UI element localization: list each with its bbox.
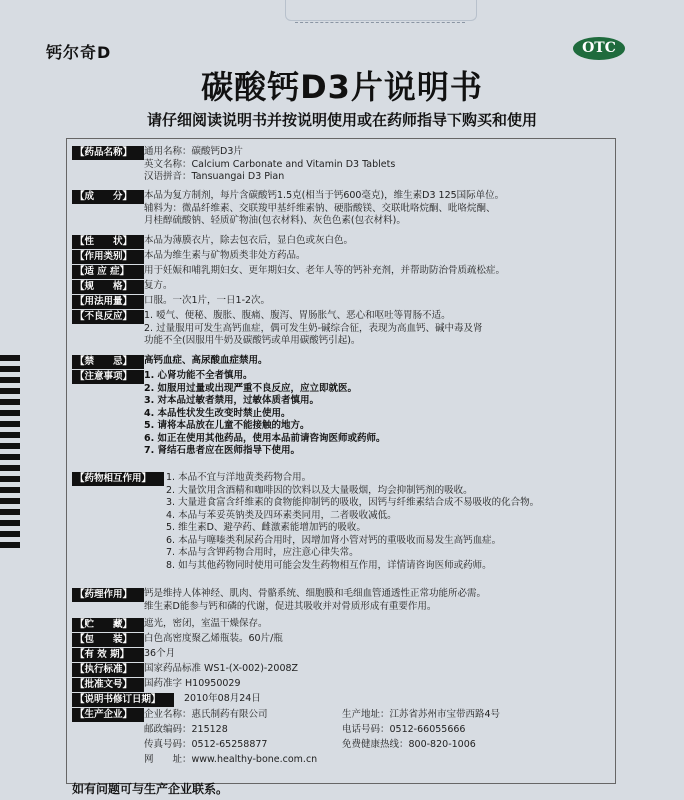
section-label: 【规 格】 <box>72 280 144 294</box>
section-label: 【说明书修订日期】 <box>72 693 174 707</box>
section-label: 【药品名称】 <box>72 146 144 160</box>
section-label: 【禁 忌】 <box>72 355 144 369</box>
enterprise-address: 生产地址：江苏省苏州市宝带西路4号 <box>342 709 501 720</box>
otc-badge: OTC <box>573 37 625 60</box>
section-spec <box>72 280 606 294</box>
section-label: 【批准文号】 <box>72 678 144 692</box>
section-label: 【药理作用】 <box>72 588 144 602</box>
section-label: 【不良反应】 <box>72 310 144 324</box>
section-label: 【适 应 症】 <box>72 265 144 279</box>
tear-line <box>295 0 465 23</box>
section-indications <box>72 265 606 279</box>
enterprise-postcode: 邮政编码：215128 <box>144 724 228 735</box>
section-value: 国家药品标准 WS1-(X-002)-2008Z <box>144 663 299 674</box>
section-label: 【成 分】 <box>72 190 144 204</box>
section-contraindications <box>72 355 606 369</box>
section-precautions <box>72 370 606 470</box>
section-storage <box>72 618 606 632</box>
section-value: 高钙血症、高尿酸血症禁用。 <box>144 355 268 366</box>
section-value: 钙是维持人体神经、肌肉、骨骼系统、细胞膜和毛细血管通透性正常功能所必需。 维生素D能参与钙和磷的代谢，促进其吸收并对骨质形成有重要作用。 <box>144 588 487 612</box>
section-label: 【贮 藏】 <box>72 618 144 632</box>
enterprise-fax: 传真号码：0512-65258877 <box>144 739 268 750</box>
section-value: 36个月 <box>144 648 176 659</box>
section-label: 【药物相互作用】 <box>72 472 164 486</box>
section-interactions <box>72 472 606 584</box>
section-label: 【性 状】 <box>72 235 144 249</box>
enterprise-phone: 电话号码：0512-66055666 <box>342 724 466 735</box>
section-pharmacology <box>72 588 606 616</box>
section-value: 1. 嗳气、便秘、腹胀、腹痛、腹泻、胃肠胀气、恶心和呕吐等胃肠不适。 2. 过量服用可发生高钙血症，偶可发生奶-碱综合征，表现为高血钙、碱中毒及肾 功能不全(因服用牛奶及碳酸钙或单用碳酸钙引起)。 <box>144 310 483 346</box>
section-dosage <box>72 295 606 309</box>
section-adverse-reactions <box>72 310 606 352</box>
page-subtitle: 请仔细阅读说明书并按说明使用或在药师指导下购买和使用 <box>146 111 537 129</box>
section-value: 1. 心肾功能不全者慎用。 2. 如服用过量或出现严重不良反应，应立即就医。 3. 对本品过敏者禁用，过敏体质者慎用。 4. 本品性状发生改变时禁止使用。 5. 请将本品放在儿童不能接触的地方。 6. 如正在使用其他药品，使用本品前请咨询医师或药师。 7. 肾结石患者应在医师指导下使用。 <box>144 370 386 456</box>
section-label: 【生产企业】 <box>72 708 144 722</box>
section-label: 【注意事项】 <box>72 370 144 384</box>
section-value: 通用名称：碳酸钙D3片 英文名称：Calcium Carbonate and Vitamin D3 Tablets 汉语拼音：Tansuangai D3 Pian <box>144 146 396 182</box>
section-revision-date <box>72 693 606 707</box>
section-value: 本品为薄膜衣片，除去包衣后，显白色或灰白色。 <box>144 235 354 246</box>
section-category <box>72 250 606 264</box>
enterprise-name: 企业名称：惠氏制药有限公司 <box>144 709 268 720</box>
section-ingredients <box>72 190 606 232</box>
section-appearance <box>72 235 606 249</box>
section-value: 遮光，密闭，室温干燥保存。 <box>144 618 268 629</box>
section-standard <box>72 663 606 677</box>
section-label: 【有 效 期】 <box>72 648 144 662</box>
footer-note: 如有问题可与生产企业联系。 <box>72 782 229 796</box>
section-value: 1. 本品不宜与洋地黄类药物合用。 2. 大量饮用含酒精和咖啡因的饮料以及大量吸烟，均会抑制钙剂的吸收。 3. 大量进食富含纤维素的食物能抑制钙的吸收，因钙与纤维素结合成不易吸收的化合物。 4. 本品与苯妥英钠类及四环素类同用，二者吸收减低。 5. 维生素D、避孕药、雌激素能增加钙的吸收。 6. 本品与噻嗪类利尿药合用时，因增加肾小管对钙的重吸收而易发生高钙血症。 7. 本品与含钾药物合用时，应注意心律失常。 8. 如与其他药物同时使用可能会发生药物相互作用，详情请咨询医师或药师。 <box>166 472 540 571</box>
enterprise-hotline: 免费健康热线：800-820-1006 <box>342 739 476 750</box>
section-label: 【作用类别】 <box>72 250 144 264</box>
section-label: 【包 装】 <box>72 633 144 647</box>
section-value: 口服。一次1片，一日1-2次。 <box>144 295 271 306</box>
section-drug-name <box>72 146 606 188</box>
section-value: 本品为维生素与矿物质类非处方药品。 <box>144 250 306 261</box>
enterprise-website: 网 址：www.healthy-bone.com.cn <box>144 754 318 765</box>
page-title: 碳酸钙D3片说明书 <box>201 68 483 106</box>
section-approval-number <box>72 678 606 692</box>
section-value: 本品为复方制剂，每片含碳酸钙1.5克(相当于钙600毫克)，维生素D3 125国际单位。 辅料为：微晶纤维素、交联羧甲基纤维素钠、硬脂酸镁、交联吡咯烷酮、吡咯烷酮、 月桂醇硫酸钠、轻质矿物油(包衣材料)、灰色色素(包衣材料)。 <box>144 190 505 226</box>
section-value: 白色高密度聚乙烯瓶装。60片/瓶 <box>144 633 283 644</box>
section-label: 【用法用量】 <box>72 295 144 309</box>
barcode-strip <box>0 355 20 565</box>
brand-logo: 钙尔奇D <box>46 43 112 62</box>
section-value: 复方。 <box>144 280 173 291</box>
section-value: 国药准字 H10950029 <box>144 678 241 689</box>
section-package <box>72 633 606 647</box>
section-value: 用于妊娠和哺乳期妇女、更年期妇女、老年人等的钙补充剂，并帮助防治骨质疏松症。 <box>144 265 506 276</box>
section-value: 2010年08月24日 <box>184 693 261 704</box>
section-expiry <box>72 648 606 662</box>
section-label: 【执行标准】 <box>72 663 144 677</box>
